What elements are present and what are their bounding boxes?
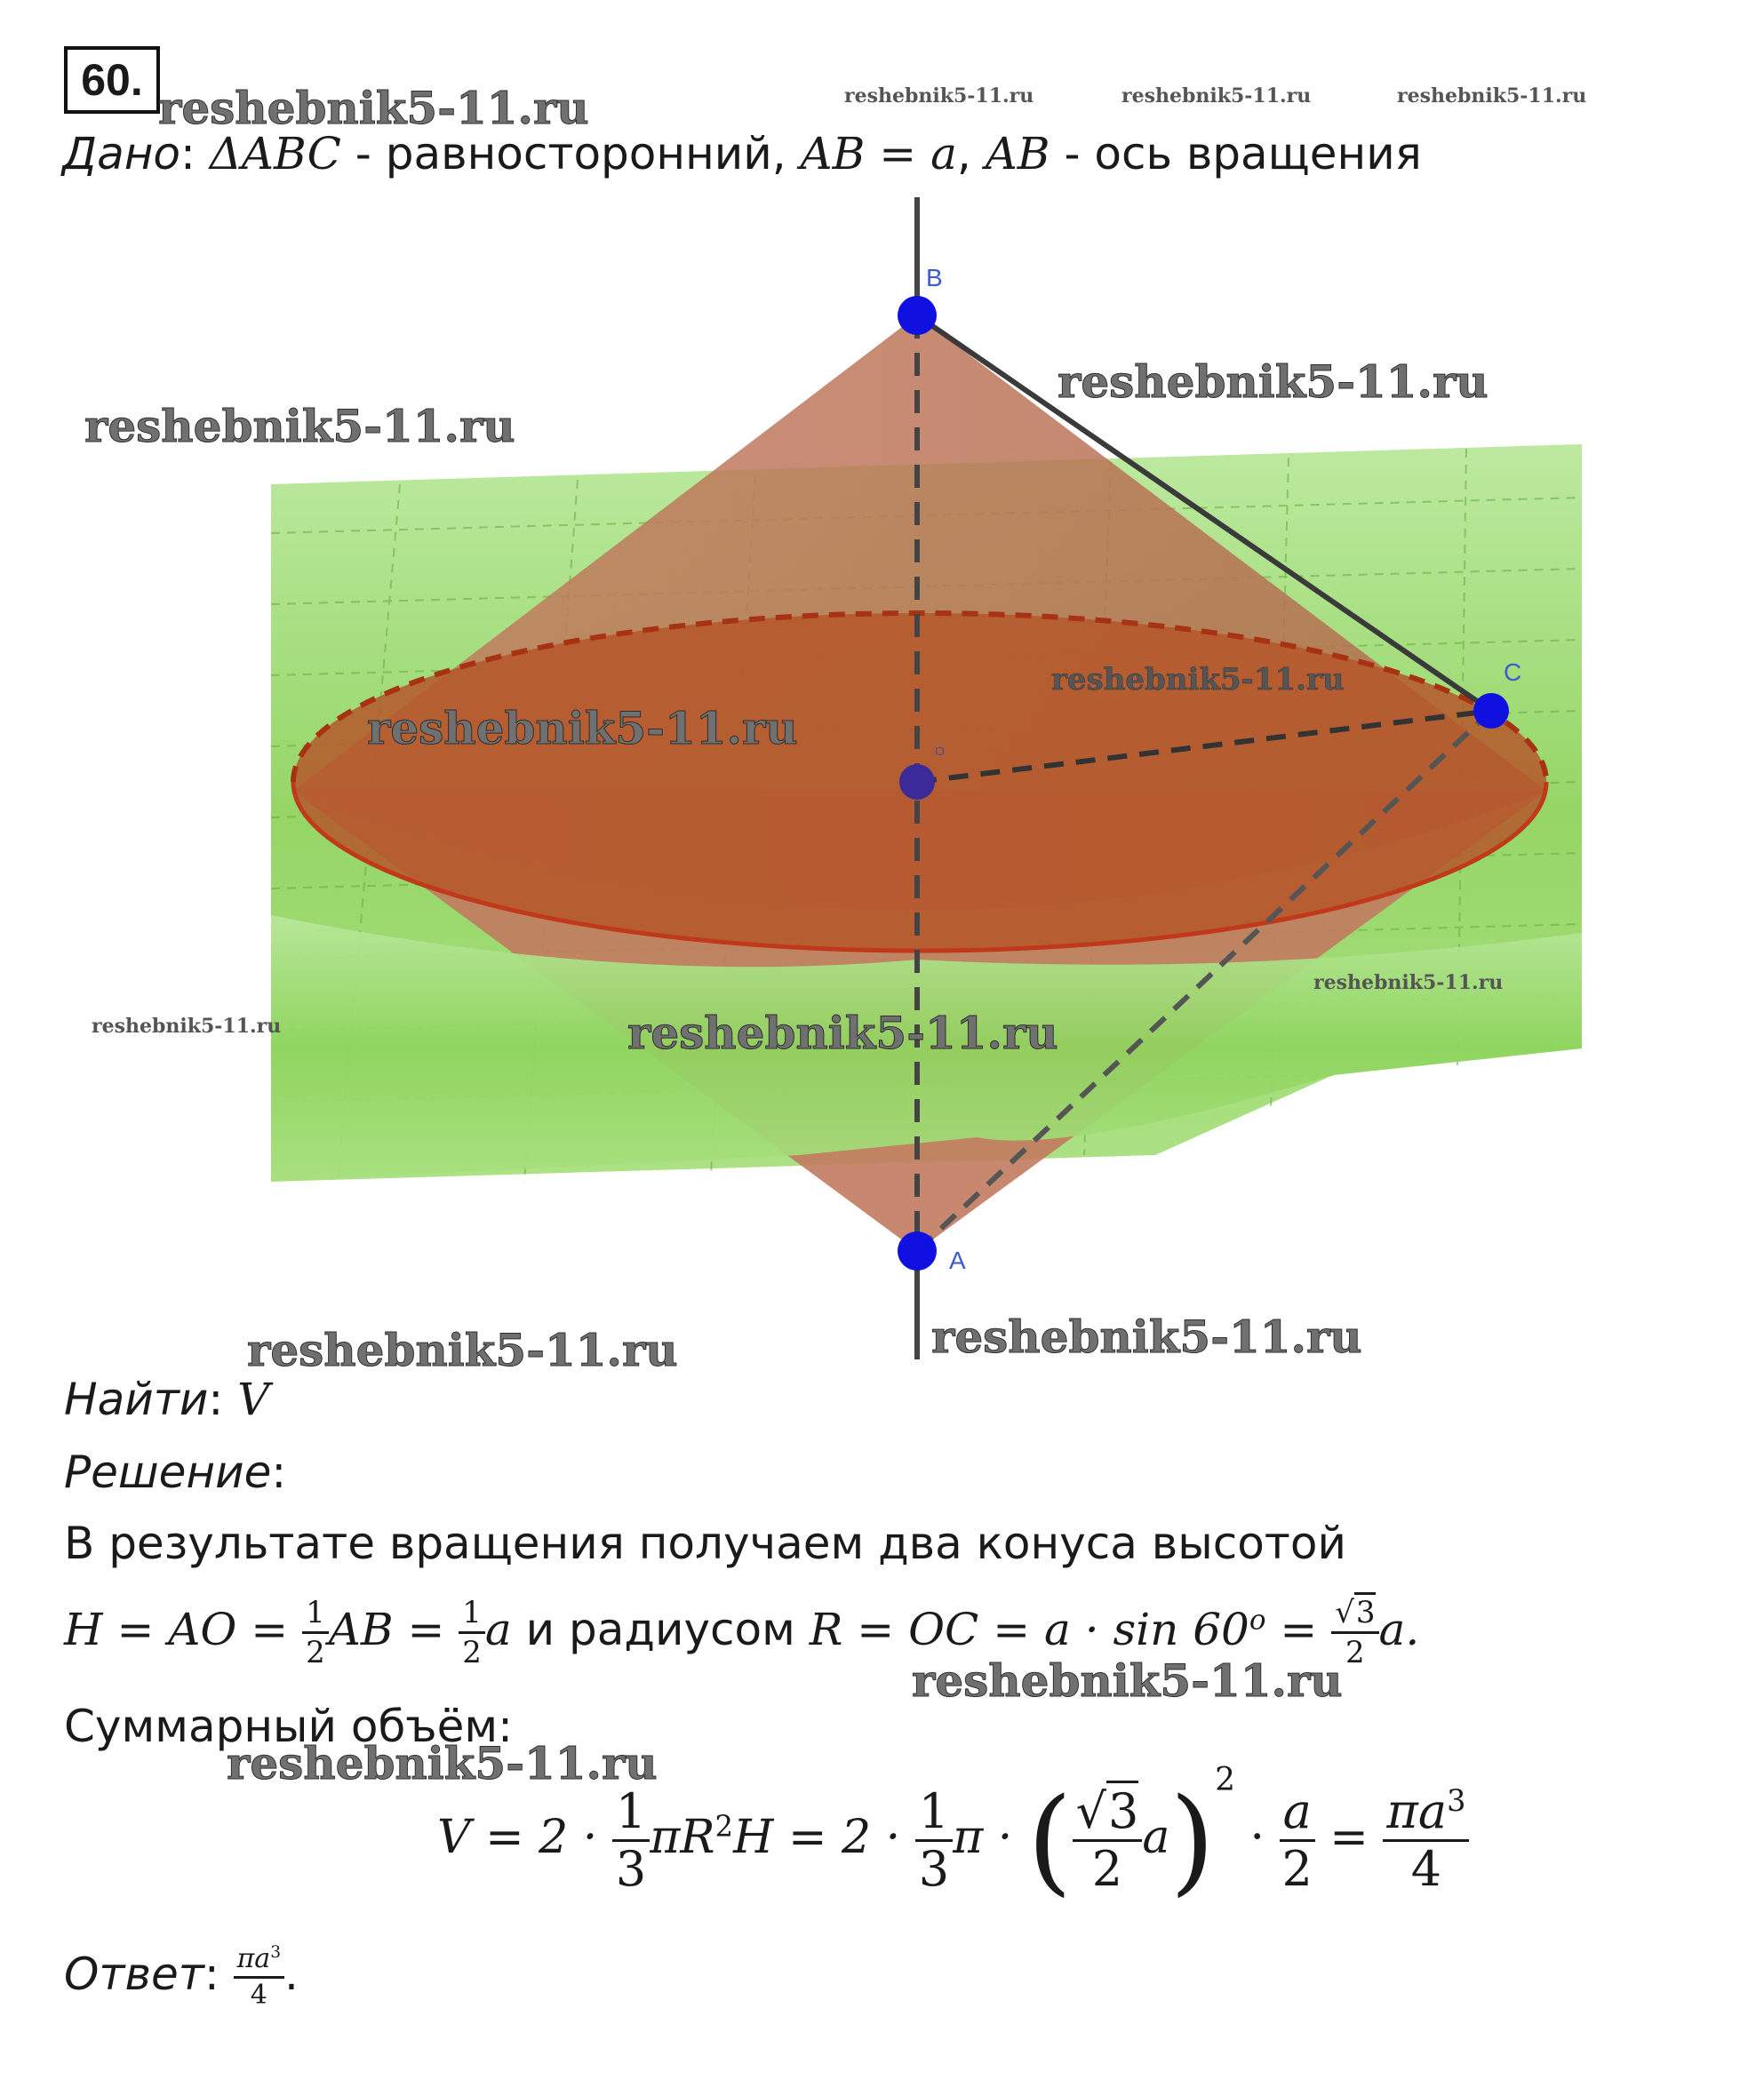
given-label: Дано [62, 128, 180, 179]
volume-formula [437, 1762, 1469, 1908]
total-volume-label: Суммарный объём: [64, 1701, 513, 1752]
find-label: Найти [64, 1374, 209, 1425]
sqrt-radicand: 3 [1106, 1781, 1138, 1839]
a-term: a. [1378, 1604, 1420, 1655]
ab-term: AB = [328, 1604, 459, 1655]
fraction-half [459, 1595, 485, 1670]
watermark: reshebnik5-11.ru [1058, 355, 1489, 408]
watermark: reshebnik5-11.ru [1051, 662, 1345, 697]
fraction-one-third [612, 1782, 650, 1897]
given-condition: AB = a [800, 128, 957, 179]
formula-v: V = 2 · [437, 1811, 612, 1864]
result-cube: 3 [1447, 1782, 1466, 1818]
result-pi-a: πa [1386, 1782, 1448, 1839]
given-comma: , [956, 128, 986, 179]
label-o: O [935, 744, 945, 758]
formula-square: 2 [714, 1809, 734, 1844]
solution-label-line: Решение: [64, 1446, 287, 1498]
answer-cube: 3 [270, 1943, 282, 1962]
label-a: A [949, 1247, 966, 1274]
radius-text: и радиусом [511, 1604, 810, 1655]
fraction-numerator: 1 [302, 1598, 329, 1634]
equals-sign: = [1265, 1604, 1332, 1655]
problem-number: 60. [64, 46, 160, 114]
watermark: reshebnik5-11.ru [931, 1311, 1362, 1363]
point-a [898, 1231, 937, 1271]
right-paren: ) [1169, 1773, 1216, 1908]
fraction-numerator [1383, 1782, 1469, 1842]
point-b [898, 296, 937, 335]
fraction-denominator: 3 [615, 1840, 647, 1897]
fraction-numerator: 1 [459, 1598, 485, 1634]
fraction-numerator: a [1280, 1788, 1315, 1842]
formula-pi-dot: π · [953, 1811, 1027, 1864]
answer-pi-a: πa [236, 1943, 271, 1974]
fraction-numerator: 1 [915, 1788, 953, 1842]
fraction-numerator: √3 [1073, 1788, 1143, 1842]
given-line: Дано: ΔABC - равносторонний, AB = a, AB - ось вращения [62, 128, 1422, 179]
sqrt-radicand: 3 [1354, 1592, 1376, 1630]
equals-sign: = [1314, 1811, 1384, 1864]
formula-pi-r: πR [650, 1811, 715, 1864]
watermark: reshebnik5-11.ru [912, 1654, 1343, 1707]
watermark: reshebnik5-11.ru [247, 1324, 678, 1376]
watermark: reshebnik5-11.ru [92, 1015, 282, 1038]
fraction-numerator [234, 1943, 284, 1979]
fraction-denominator: 2 [306, 1635, 325, 1670]
h-expression: H = AO = [64, 1604, 303, 1655]
fraction-denominator: 2 [1345, 1635, 1365, 1670]
watermark: reshebnik5-11.ru [1121, 84, 1312, 108]
fraction-denominator: 3 [918, 1840, 950, 1897]
solution-line-1: В результате вращения получаем два конуса высотой [64, 1518, 1346, 1569]
answer-dot: . [284, 1949, 299, 2000]
find-value: V [237, 1374, 270, 1425]
watermark: reshebnik5-11.ru [1313, 971, 1504, 994]
point-c [1473, 693, 1509, 729]
formula-a: a [1142, 1811, 1170, 1864]
given-text-1: - равносторонний, [340, 128, 801, 179]
label-c: C [1504, 658, 1522, 686]
fraction-sqrt3-over-2 [1073, 1782, 1143, 1897]
fraction-one-third [915, 1782, 953, 1897]
fraction-denominator: 4 [1410, 1840, 1442, 1897]
answer-line: Ответ: $\frac{\pi a^3}{4}$ . [64, 1943, 299, 2011]
fraction-numerator: √3 [1331, 1598, 1378, 1634]
given-text-2: - ось вращения [1050, 128, 1422, 179]
formula-outer-square: 2 [1215, 1762, 1235, 1798]
answer-label: Ответ [64, 1949, 204, 2000]
watermark: reshebnik5-11.ru [84, 400, 515, 452]
label-b: B [926, 264, 943, 291]
watermark: reshebnik5-11.ru [367, 702, 798, 754]
watermark: reshebnik5-11.ru [627, 1007, 1058, 1059]
fraction-numerator: 1 [612, 1788, 650, 1842]
left-paren: ( [1026, 1773, 1073, 1908]
solution-label: Решение [64, 1446, 272, 1498]
formula-h: H = 2 · [733, 1811, 915, 1864]
fraction-denominator: 2 [462, 1635, 482, 1670]
answer-fraction [234, 1943, 284, 2011]
point-o [899, 764, 935, 800]
watermark: reshebnik5-11.ru [844, 84, 1034, 108]
fraction-denominator: 2 [1281, 1840, 1313, 1897]
given-triangle: ΔABC [209, 128, 341, 179]
fraction-denominator: 2 [1091, 1840, 1123, 1897]
fraction-half [302, 1595, 329, 1670]
degree-mark: o [1249, 1604, 1266, 1637]
fraction-a-over-2 [1280, 1782, 1315, 1897]
find-line: Найти: V [64, 1374, 270, 1425]
r-expression: R = OC = a · sin 60 [809, 1604, 1249, 1655]
watermark: reshebnik5-11.ru [158, 82, 589, 134]
fraction-denominator: 4 [250, 1980, 267, 2011]
fraction-result [1383, 1782, 1469, 1897]
watermark: reshebnik5-11.ru [1397, 84, 1587, 108]
a-term: a [484, 1604, 512, 1655]
dot-operator: · [1234, 1811, 1280, 1864]
watermark: reshebnik5-11.ru [227, 1737, 658, 1789]
given-axis: AB [985, 128, 1050, 179]
